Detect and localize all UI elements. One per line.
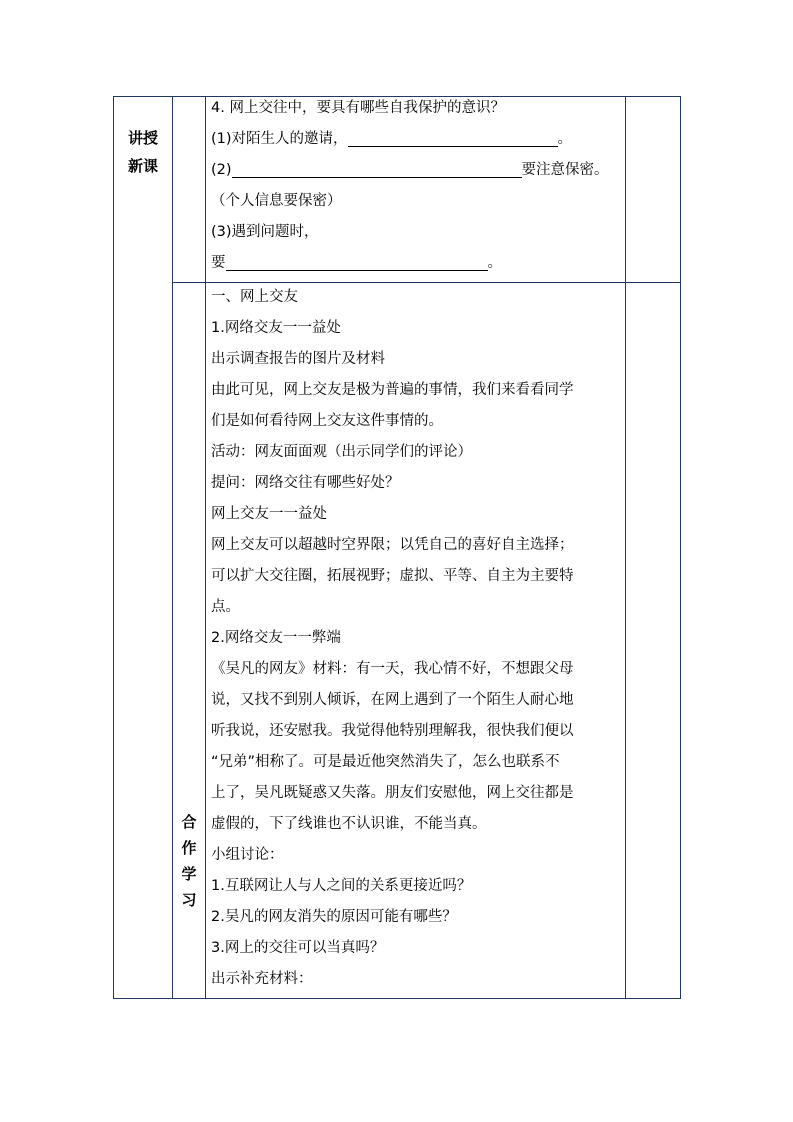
coop-label-char-1: 合 (181, 813, 197, 831)
text-line: 说，又找不到别人倾诉，在网上遇到了一个陌生人耐心地 (211, 692, 574, 708)
text-line: 活动：网友面面观（出示同学们的评论） (211, 444, 472, 460)
text-line: “兄弟”相称了。可是最近他突然消失了，怎么也联系不 (211, 754, 560, 770)
q4-2-suffix: 要注意保密。 (521, 162, 609, 178)
table-border-right (680, 96, 681, 999)
text-line: 提问：网络交往有哪些好处？ (211, 475, 400, 491)
column-divider-2 (205, 96, 206, 999)
q4-1-suffix: 。 (557, 131, 573, 147)
table-border-bottom (113, 998, 681, 999)
text-line: 3.网上的交往可以当真吗？ (211, 940, 385, 956)
column-divider-3 (625, 96, 626, 999)
text-line: 出示调查报告的图片及材料 (211, 351, 385, 367)
question-4-item-3-cont (211, 248, 625, 279)
section-label-coop (173, 809, 205, 913)
text-line: 网上交友一一益处 (211, 506, 327, 522)
text-line: 点。 (211, 599, 240, 615)
text-line: 可以扩大交往圈，拓展视野；虚拟、平等、自主为主要特 (211, 568, 574, 584)
coop-label-char-4: 习 (181, 891, 197, 909)
text-line: 一、网上交友 (211, 289, 298, 305)
text-line: 1.网络交友一一益处 (211, 320, 341, 336)
question-4-item-2 (211, 155, 625, 186)
text-line: 听我说，还安慰我。我觉得他特别理解我，很快我们便以 (211, 723, 574, 739)
question-4-title: 4. 网上交往中，要具有哪些自我保护的意识？ (211, 100, 505, 116)
question-4-item-1 (211, 124, 625, 155)
q4-1-prefix: (1)对陌生人的邀请， (211, 131, 348, 147)
answer-blank-2 (232, 159, 522, 178)
text-line: 出示补充材料： (211, 971, 313, 987)
q4-3-prefix: 要 (211, 255, 226, 271)
text-line: 由此可见，网上交友是极为普遍的事情，我们来看看同学 (211, 382, 574, 398)
text-line: 上了，吴凡既疑惑又失落。朋友们安慰他，网上交往都是 (211, 785, 574, 801)
answer-blank-1 (348, 128, 558, 147)
text-line: 2.网络交友一一弊端 (211, 630, 341, 646)
teach-content (211, 93, 625, 279)
section-label-line-2: 新课 (127, 157, 158, 175)
question-4-hint: （个人信息要保密） (211, 193, 342, 209)
q4-3-suffix: 。 (487, 255, 502, 271)
coop-label-char-3: 学 (181, 865, 197, 883)
text-line: 虚假的，下了线谁也不认识谁，不能当真。 (211, 816, 487, 832)
answer-blank-3 (226, 252, 488, 271)
text-line: 2.吴凡的网友消失的原因可能有哪些？ (211, 909, 457, 925)
text-line: 1.互联网让人与人之间的关系更接近吗？ (211, 878, 472, 894)
coop-label-char-2: 作 (181, 839, 197, 857)
text-line: 《吴凡的网友》材料：有一天，我心情不好，不想跟父母 (211, 661, 574, 677)
q4-2-prefix: (2) (211, 162, 232, 178)
coop-content (211, 282, 625, 995)
section-label-line-1: 讲授 (127, 129, 158, 147)
text-line: 网上交友可以超越时空界限；以凭自己的喜好自主选择； (211, 537, 574, 553)
lesson-plan-table (113, 96, 681, 999)
question-4-item-3: (3)遇到问题时， (211, 224, 319, 240)
text-line: 小组讨论： (211, 847, 284, 863)
table-border-left (113, 96, 114, 999)
section-label-teach (113, 124, 173, 180)
text-line: 们是如何看待网上交友这件事情的。 (211, 413, 443, 429)
